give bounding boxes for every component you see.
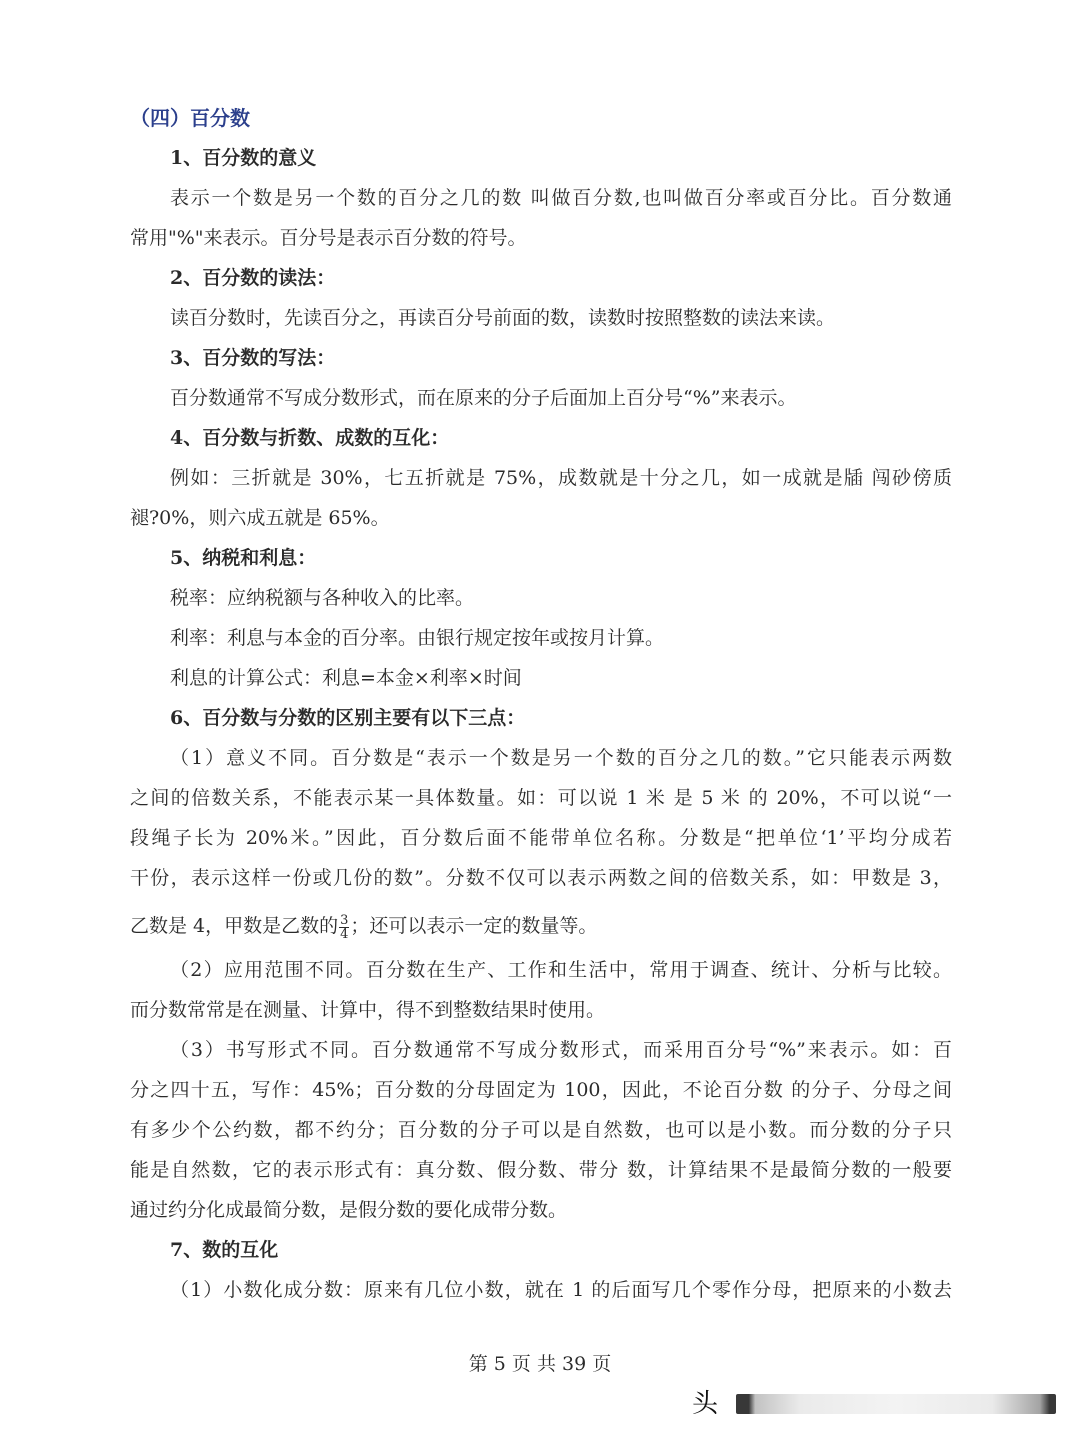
paragraph-line: 利息的计算公式：利息=本金×利率×时间 (170, 667, 522, 689)
paragraph-line: 段绳子长为 20%米。”因此，百分数后面不能带单位名称。分数是“把单位‘1’平均分成若 (130, 827, 952, 849)
watermark (692, 1386, 1062, 1426)
heading-meaning: 1、百分数的意义 (170, 147, 317, 169)
fraction-denominator: 4 (340, 926, 349, 942)
paragraph-line: 常用"%"来表示。百分号是表示百分数的符号。 (130, 227, 527, 249)
paragraph-line: 例如：三折就是 30%，七五折就是 75%，成数就是十分之几，如一成就是牐 闯砂傍质 (170, 467, 952, 489)
paragraph-line: 干份，表示这样一份或几份的数”。分数不仅可以表示两数之间的倍数关系，如：甲数是 3， (130, 867, 952, 889)
page-footer: 第 5 页 共 39 页 (468, 1353, 612, 1375)
fraction-trail-text: ；还可以表示一定的数量等。 (350, 915, 598, 937)
section-title: （四）百分数 (130, 106, 250, 130)
paragraph-line: （1）意义不同。百分数是“表示一个数是另一个数的百分之几的数。”它只能表示两数 (170, 747, 952, 769)
heading-difference: 6、百分数与分数的区别主要有以下三点： (170, 707, 526, 729)
paragraph-line: 读百分数时，先读百分之，再读百分号前面的数，读数时按照整数的读法来读。 (170, 307, 836, 329)
paragraph-line: （1）小数化成分数：原来有几位小数，就在 1 的后面写几个零作分母，把原来的小数去 (170, 1279, 952, 1301)
paragraph-line: 百分数通常不写成分数形式，而在原来的分子后面加上百分号“%”来表示。 (170, 387, 797, 409)
paragraph-line: （2）应用范围不同。百分数在生产、工作和生活中，常用于调查、统计、分析与比较。 (170, 959, 952, 981)
heading-tax-interest: 5、纳税和利息： (170, 547, 317, 569)
watermark-logo-icon: 头 (692, 1389, 719, 1419)
fraction-numerator: 3 (340, 912, 349, 928)
heading-conversion: 4、百分数与折数、成数的互化： (170, 427, 450, 449)
paragraph-line: 利率：利息与本金的百分率。由银行规定按年或按月计算。 (170, 627, 665, 649)
watermark-bar (736, 1394, 1056, 1414)
paragraph-line: 通过约分化成最简分数，是假分数的要化成带分数。 (130, 1199, 568, 1221)
heading-number-conversion: 7、数的互化 (170, 1239, 279, 1261)
paragraph-line: 而分数常常是在测量、计算中，得不到整数结果时使用。 (130, 999, 606, 1021)
paragraph-line: （3）书写形式不同。百分数通常不写成分数形式，而采用百分号“%”来表示。如：百 (170, 1039, 952, 1061)
fraction-lead-text: 乙数是 4，甲数是乙数的 (130, 915, 339, 937)
paragraph-line: 分之四十五，写作：45%；百分数的分母固定为 100，因此，不论百分数 的分子、分母之间 (130, 1079, 952, 1101)
fraction-three-quarters (339, 914, 349, 941)
paragraph-line: 之间的倍数关系，不能表示某一具体数量。如：可以说 1 米 是 5 米 的 20%，不可以说“一 (130, 787, 952, 809)
heading-writing: 3、百分数的写法： (170, 347, 336, 369)
paragraph-line: 能是自然数，它的表示形式有：真分数、假分数、带分 数，计算结果不是最简分数的一般要 (130, 1159, 952, 1181)
paragraph-line: 有多少个公约数，都不约分；百分数的分子可以是自然数，也可以是小数。而分数的分子只 (130, 1119, 952, 1141)
paragraph-line: 表示一个数是另一个数的百分之几的数 叫做百分数,也叫做百分率或百分比。百分数通 (170, 187, 952, 209)
paragraph-line: 税率：应纳税额与各种收入的比率。 (170, 587, 475, 609)
heading-reading: 2、百分数的读法： (170, 267, 336, 289)
paragraph-line-with-fraction (130, 910, 952, 942)
paragraph-line: 褪?0%，则六成五就是 65%。 (130, 507, 390, 529)
